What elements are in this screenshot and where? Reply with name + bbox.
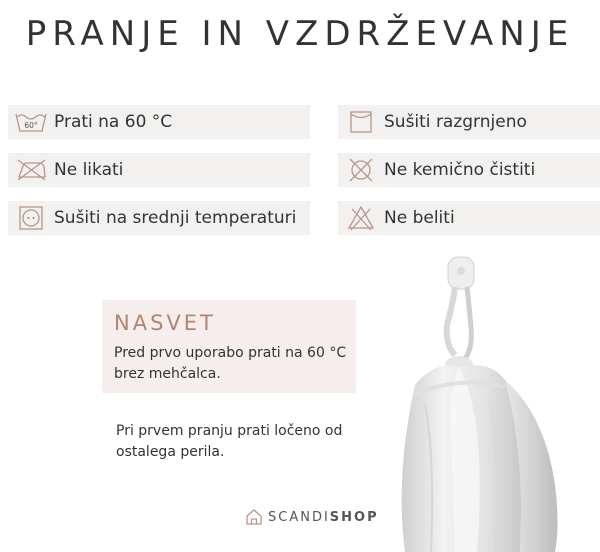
no-iron-icon <box>8 157 54 183</box>
house-icon <box>245 508 263 526</box>
wash-temperature-label: 60° <box>24 121 38 130</box>
page-title: PRANJE IN VZDRŽEVANJE <box>25 14 575 54</box>
brand-logo <box>245 508 379 526</box>
tip-title: NASVET <box>114 311 216 335</box>
care-item-label: Ne likati <box>54 160 124 180</box>
tip-box <box>102 300 356 393</box>
care-item-tumble-dry-medium <box>8 201 310 235</box>
brand-name-part2: SHOP <box>329 509 379 525</box>
brand-name-part1: SCANDI <box>268 509 330 525</box>
no-bleach-icon <box>338 204 384 232</box>
care-item-label: Prati na 60 °C <box>54 112 173 132</box>
note-text: Pri prvem pranju prati ločeno od ostalega perila. <box>116 423 343 460</box>
care-item-no-bleach <box>338 201 600 235</box>
towel-on-hook-image <box>395 255 600 552</box>
care-item-label: Sušiti razgrnjeno <box>384 112 527 132</box>
care-item-no-dry-clean <box>338 153 600 187</box>
dry-flat-icon <box>338 109 384 135</box>
care-item-dry-flat <box>338 105 600 139</box>
tip-text: Pred prvo uporabo prati na 60 °C brez mehčalca. <box>114 345 347 382</box>
care-item-label: Ne kemično čistiti <box>384 160 536 180</box>
care-item-label: Ne beliti <box>384 208 455 228</box>
care-item-wash-60 <box>8 105 310 139</box>
care-item-no-iron <box>8 153 310 187</box>
wash-60-icon <box>8 109 54 135</box>
care-item-label: Sušiti na srednji temperaturi <box>54 208 297 228</box>
tumble-dry-medium-icon <box>8 205 54 231</box>
no-dry-clean-icon <box>338 156 384 184</box>
